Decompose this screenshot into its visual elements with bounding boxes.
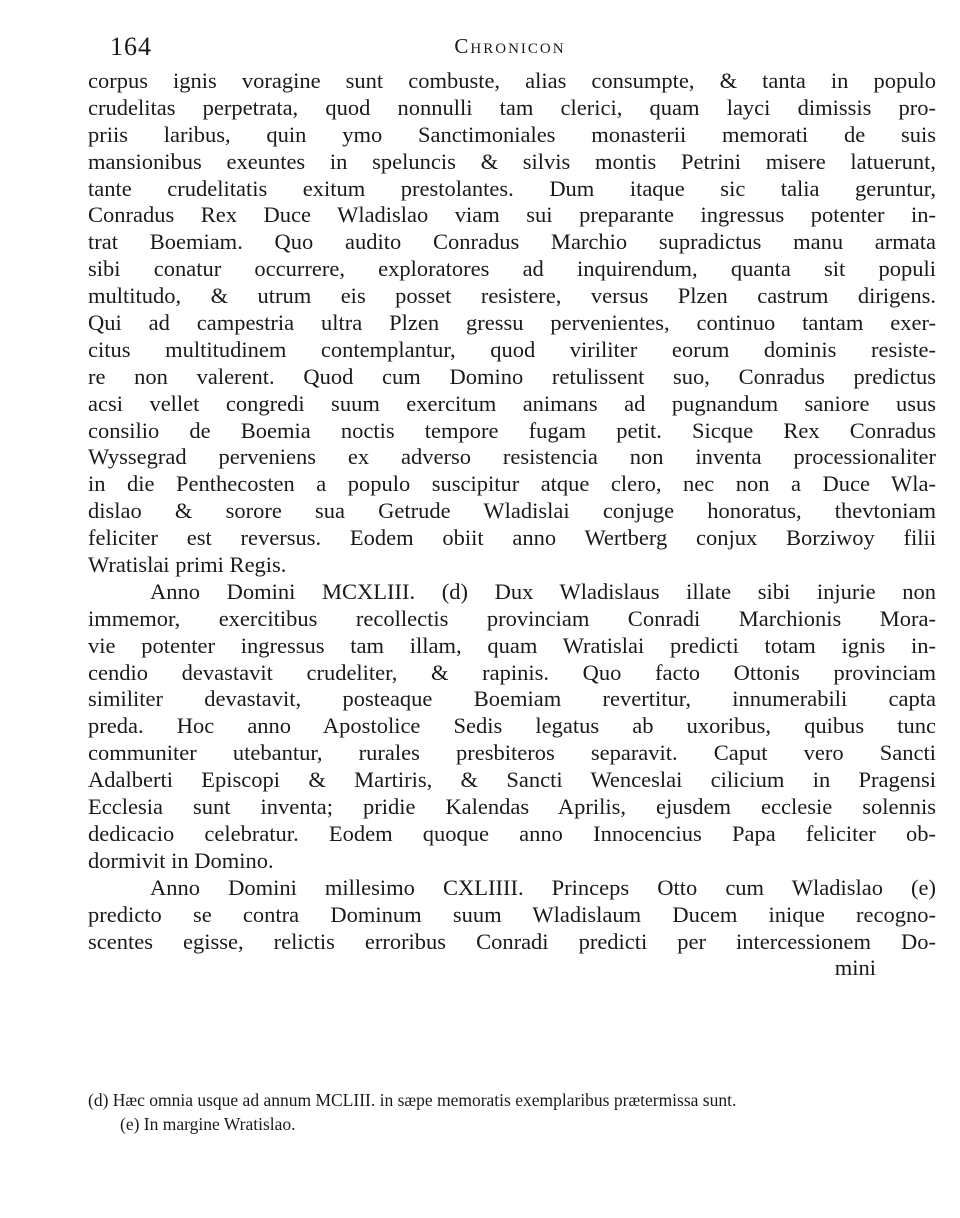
- text-line: communiter utebantur, rurales presbiteros separavit. Caput vero Sancti: [88, 740, 936, 766]
- catchword: mini: [834, 955, 876, 981]
- text-line: sibi conatur occurrere, exploratores ad inquirendum, quanta sit populi: [88, 256, 936, 282]
- text-line: Ecclesia sunt inventa; pridie Kalendas Aprilis, ejusdem ecclesie solennis: [88, 794, 936, 820]
- text-line: Anno Domini millesimo CXLIIII. Princeps Otto cum Wladislao (e): [150, 874, 936, 900]
- text-line: trat Boemiam. Quo audito Conradus Marchio supradictus manu armata: [88, 229, 936, 255]
- text-line: cendio devastavit crudeliter, & rapinis. Quo facto Ottonis provinciam: [88, 659, 936, 685]
- text-line: immemor, exercitibus recollectis provinciam Conradi Marchionis Mora-: [88, 605, 936, 631]
- text-line: citus multitudinem contemplantur, quod viriliter eorum dominis resiste-: [88, 336, 936, 362]
- text-line: priis laribus, quin ymo Sanctimoniales monasterii memorati de suis: [88, 121, 936, 147]
- text-line: vie potenter ingressus tam illam, quam Wratislai predicti totam ignis in-: [88, 632, 936, 658]
- page-header: [110, 32, 910, 72]
- text-line: multitudo, & utrum eis posset resistere, versus Plzen castrum dirigens.: [88, 283, 936, 309]
- text-line: corpus ignis voragine sunt combuste, alias consumpte, & tanta in populo: [88, 68, 936, 93]
- page-number: 164: [110, 32, 152, 61]
- text-line: in die Penthecosten a populo suscipitur atque clero, nec non a Duce Wla-: [88, 471, 936, 497]
- footnote-e: (e) In margine Wratislao.: [120, 1114, 296, 1134]
- text-line: Conradus Rex Duce Wladislao viam sui preparante ingressus potenter in-: [88, 202, 936, 228]
- text-line: Adalberti Episcopi & Martiris, & Sancti Wenceslai cilicium in Pragensi: [88, 767, 936, 793]
- text-line: dormivit in Domino.: [88, 847, 274, 873]
- text-line: dedicacio celebratur. Eodem quoque anno Innocencius Papa feliciter ob-: [88, 820, 936, 846]
- footnote-d: (d) Hæc omnia usque ad annum MCLIII. in sæpe memoratis exemplaribus prætermissa sunt.: [88, 1090, 737, 1110]
- text-line: crudelitas perpetrata, quod nonnulli tam clerici, quam layci dimissis pro-: [88, 94, 936, 120]
- text-line: acsi vellet congredi suum exercitum animans ad pugnandum saniore usus: [88, 390, 936, 416]
- running-head: Chronicon: [454, 34, 566, 58]
- text-line: Anno Domini MCXLIII. (d) Dux Wladislaus illate sibi injurie non: [150, 578, 936, 604]
- text-line: Wratislai primi Regis.: [88, 552, 287, 578]
- text-line: predicto se contra Dominum suum Wladislaum Ducem inique recogno-: [88, 901, 936, 927]
- text-line: tante crudelitatis exitum prestolantes. Dum itaque sic talia geruntur,: [88, 175, 936, 201]
- footnotes: [88, 1088, 936, 1136]
- text-line: Qui ad campestria ultra Plzen gressu pervenientes, continuo tantam exer-: [88, 310, 936, 336]
- text-line: preda. Hoc anno Apostolice Sedis legatus ab uxoribus, quibus tunc: [88, 713, 936, 739]
- text-line: mansionibus exeuntes in speluncis & silvis montis Petrini misere latuerunt,: [88, 148, 936, 174]
- text-line: scentes egisse, relictis erroribus Conradi predicti per intercessionem Do-: [88, 928, 936, 954]
- text-line: consilio de Boemia noctis tempore fugam petit. Sicque Rex Conradus: [88, 417, 936, 443]
- text-line: Wyssegrad perveniens ex adverso resistencia non inventa processionaliter: [88, 444, 936, 470]
- text-line: re non valerent. Quod cum Domino retulissent suo, Conradus predictus: [88, 363, 936, 389]
- text-line: dislao & sorore sua Getrude Wladislai conjuge honoratus, thevtoniam: [88, 498, 936, 524]
- text-line: similiter devastavit, posteaque Boemiam revertitur, innumerabili capta: [88, 686, 936, 712]
- text-line: feliciter est reversus. Eodem obiit anno Wertberg conjux Borziwoy filii: [88, 525, 936, 551]
- main-text: [88, 68, 936, 982]
